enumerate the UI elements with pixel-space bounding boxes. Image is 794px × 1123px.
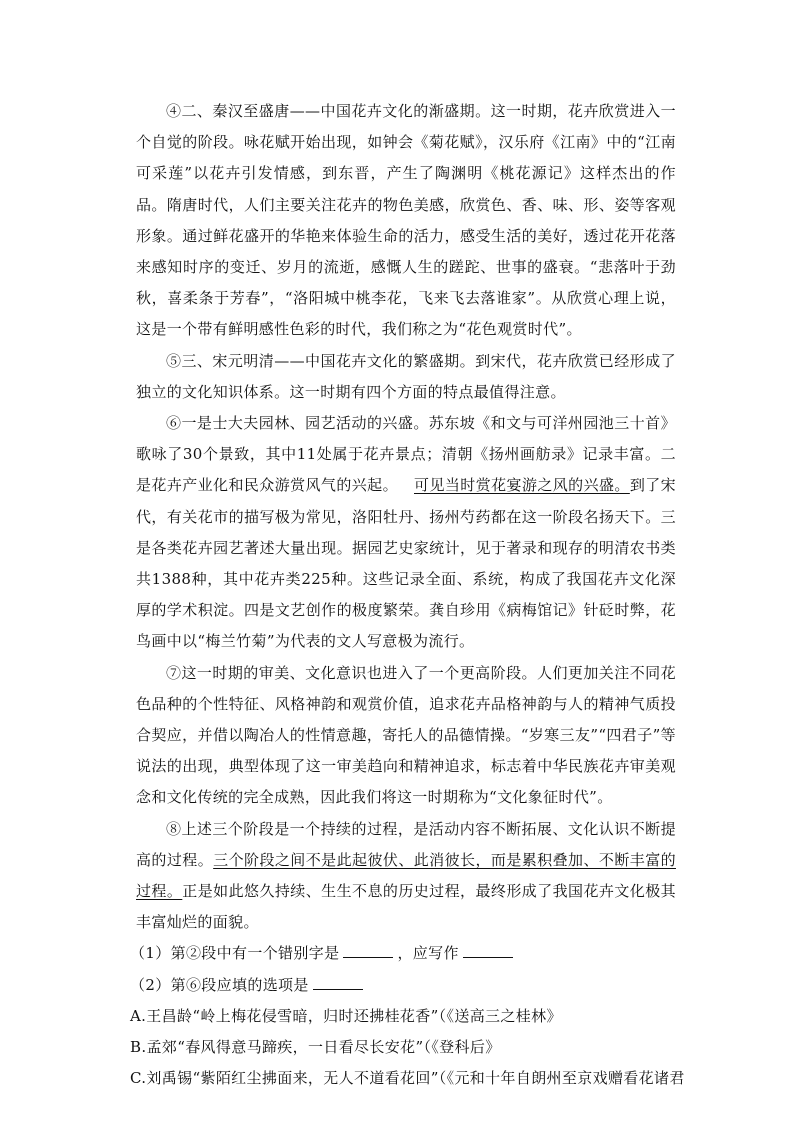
- question-1: [130, 938, 676, 969]
- paragraph-8-underlined: 三个阶段之间不是此起彼伏、此消彼长，而是累积叠加、不断丰富的过程。: [136, 850, 676, 901]
- answer-blank-2[interactable]: [463, 943, 513, 958]
- paragraph-6-part-a: ⑥一是士大夫园林、园艺活动的兴盛。苏东坡《和文与可洋州园池三十首》歌咏了30个景致，其中11处属于花卉景点；清朝《扬州画舫录》记录丰富。二是花卉产业化和民众游赏风气的兴起。: [136, 414, 676, 495]
- paragraph-6: [136, 408, 676, 658]
- paragraph-6-underlined: 可见当时赏花宴游之风的兴盛。: [414, 476, 630, 495]
- option-a: A.王昌龄“岭上梅花侵雪暗，归时还拂桂花香”（《送高三之桂林》: [130, 1006, 562, 1025]
- paragraph-6-part-b: 到了宋代，有关花市的描写极为常见，洛阳牡丹、扬州芍药都在这一阶段名扬天下。三是各类花卉园艺著述大量出现。据园艺史家统计，见于著录和现存的明清农书类共1388种，其中花卉类225种。这些记录全面、系统，构成了我国花卉文化深厚的学术积淀。四是文艺创作的极度繁荣。龚自珍用《病梅馆记》针砭时弊，花鸟画中以“梅兰竹菊”为代表的文人写意极为流行。: [136, 476, 677, 651]
- answer-blank-3[interactable]: [313, 975, 363, 990]
- question-2-text: （2）第⑥段应填的选项是: [130, 975, 309, 994]
- paragraph-8-part-b: 正是如此悠久持续、生生不息的历史过程，最终形成了我国花卉文化极其丰富灿烂的面貌。: [136, 882, 676, 932]
- paragraph-7: ⑦这一时期的审美、文化意识也进入了一个更高阶段。人们更加关注不同花色品种的个性特征、风格神韵和观赏价值，追求花卉品格神韵与人的精神气质投合契应，并借以陶冶人的性情意趣，寄托人的品德情操。“岁寒三友”“四君子”等说法的出现，典型体现了这一审美趋向和精神追求，标志着中华民族花卉审美观念和文化传统的完全成熟，因此我们将这一时期称为“文化象征时代”。: [136, 663, 676, 807]
- paragraph-8-part-a: ⑧上述三个阶段是一个持续的过程，是活动内容不断拓展、文化认识不断提高的过程。: [136, 819, 676, 869]
- paragraph-5: ⑤三、宋元明清——中国花卉文化的繁盛期。到宋代，花卉欣赏已经形成了独立的文化知识体系。这一时期有四个方面的特点最值得注意。: [136, 351, 676, 401]
- paragraph-8: [136, 814, 676, 939]
- question-1-text-b: ，应写作: [397, 944, 459, 963]
- question-2: [130, 970, 676, 1001]
- option-b: B.孟郊“春风得意马蹄疾，一日看尽长安花”（《登科后》: [130, 1038, 501, 1057]
- question-1-text-a: （1）第②段中有一个错别字是: [130, 944, 340, 963]
- answer-blank-1[interactable]: [343, 943, 393, 958]
- option-c: C.刘禹锡“紫陌红尘拂面来，无人不道看花回”（《元和十年自朗州至京戏赠看花诸君: [130, 1069, 685, 1088]
- document-page: [130, 96, 685, 1095]
- paragraph-4: ④二、秦汉至盛唐——中国花卉文化的渐盛期。这一时期，花卉欣赏进入一个自觉的阶段。咏花赋开始出现，如钟会《菊花赋》，汉乐府《江南》中的“江南可采莲”以花卉引发情感，到东晋，产生了陶渊明《桃花源记》这样杰出的作品。隋唐时代，人们主要关注花卉的物色美感，欣赏色、香、味、形、姿等客观形象。通过鲜花盛开的华艳来体验生命的活力，感受生活的美好，透过花开花落来感知时序的变迁、岁月的流逝，感慨人生的蹉跎、世事的盛衰。“悲落叶于劲秋，喜柔条于芳春”，“洛阳城中桃李花，飞来飞去落谁家”。从欣赏心理上说，这是一个带有鲜明感性色彩的时代，我们称之为“花色观赏时代”。: [136, 102, 676, 339]
